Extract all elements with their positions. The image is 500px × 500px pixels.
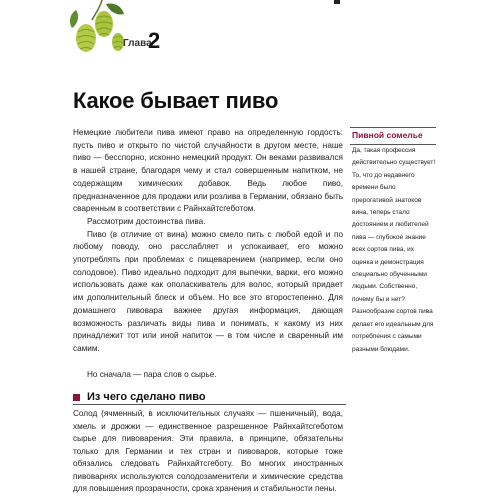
section-body: Солод (ячменный, в исключительных случаях — пшеничный), вода, хмель и дрожжи — единственное разрешенное Райнхайтсгеботом сырье для пивоварения. Эти правила, в принципе, обязательны только для Германии и тех стран и пивоваров, которые тоже обязались следовать Райнхайтсгеботу. Во многих иностранных пивоварнях используются солодозаменители и химические средства для повышения прозрачности, срока хранения и стабильности пены. [73,409,343,493]
hop-cone-icon [62,0,134,60]
paragraph: Рассмотрим достоинства пива. [87,216,206,226]
chapter-title: Какое бывает пиво [73,88,279,113]
section-rule [73,404,346,405]
sidebar-title: Пивной сомелье [352,130,423,140]
corner-mark [334,0,340,4]
section-marker-icon [73,394,80,401]
main-text [73,127,343,381]
paragraph: Но сначала — пара слов о сырье. [87,369,217,379]
sidebar-text: Да, такая профессия действительно существует! То, что до недавнего времени было прерогативой знатоков вина, теперь стало достоянием и любителей пива — глубокое знание всех сортов пива, их оценка и демонстрация специально обученными людьми. Собственно, почему бы и нет? Разнообразие сортов пива делает его идеальным для потребления с самыми разными блюдами. [352,147,436,353]
chapter-label: Глава [123,38,152,49]
paragraph: Пиво (в отличие от вина) можно смело пить с любой едой и по любому поводу, оно расслабляет и успокаивает, его можно употреблять при проблемах с пищеварением (например, если оно солодовое). Пиво идеально подходит для выпечки, варки, его можно использовать даже как ополаскиватель для волос, который придает им дополнительный блеск и объем. Но все это второстепенно. Для домашнего пивовара важнее другая информация, дающая возможность различать виды пива и понимать, к какому из них принадлежит тот или иной напиток — в том числе и сваренный им самим. [73,229,343,353]
chapter-number: 2 [148,28,161,53]
paragraph: Немецкие любители пива имеют право на определенную гордость: пусть пиво и открыто по чистой случайности в другом месте, наше пиво — бесспорно, исконно немецкий продукт. Он веками развивался в нашей стране, благодаря чему и стал совершенным напитком, не содержащим химических добавок. Ведь любое пиво, предназначенное для продажи или розлива в Германии, обязано быть сваренным в соответствии с Райнхайтсгеботом. [73,128,343,214]
sidebar-box [350,127,436,356]
section-heading-text: Из чего сделано пиво [87,391,206,403]
section-heading [73,391,206,403]
